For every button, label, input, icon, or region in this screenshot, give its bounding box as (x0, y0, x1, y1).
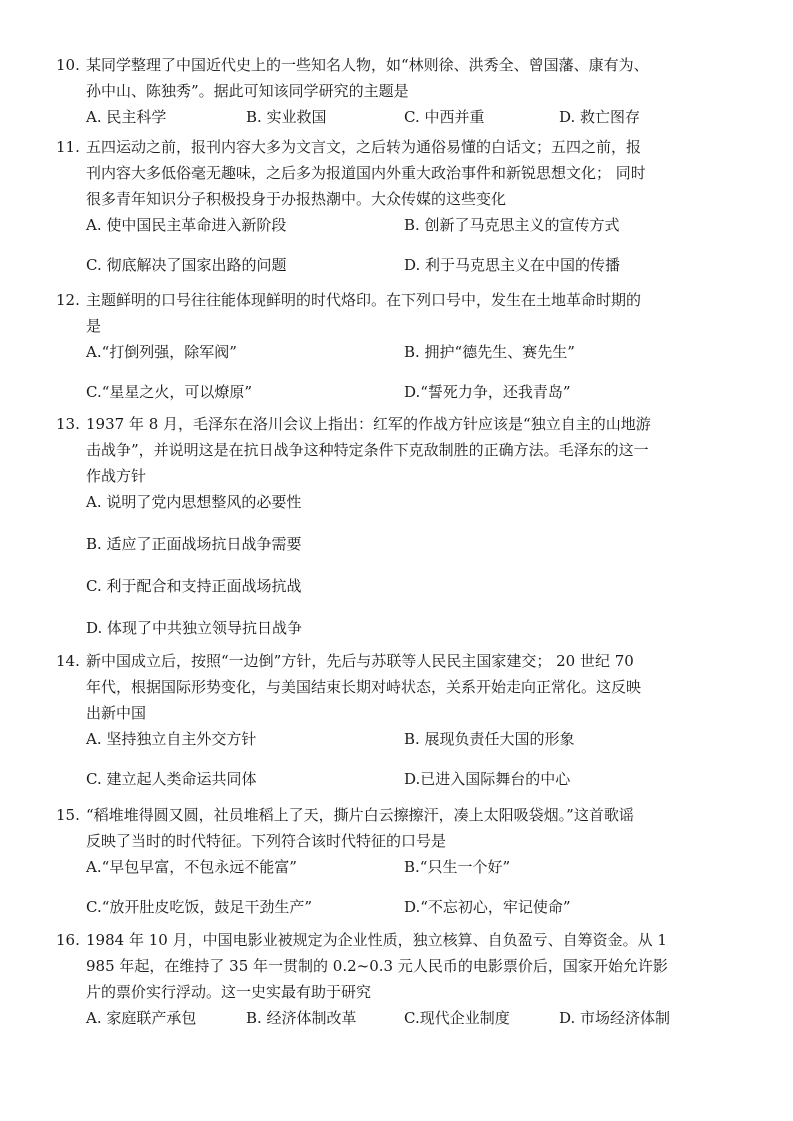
option-a[interactable]: A.“早包早富，不包永远不能富” (86, 858, 297, 876)
option-c[interactable]: C.“星星之火，可以燎原” (86, 383, 253, 401)
option-c[interactable]: C. 彻底解决了国家出路的问题 (86, 256, 287, 274)
option-b[interactable]: B.“只生一个好” (404, 858, 511, 876)
option-b[interactable]: B. 经济体制改革 (246, 1009, 357, 1027)
question-stem-line: 片的票价实行浮动。这一史实最有助于研究 (86, 983, 372, 1001)
option-d[interactable]: D.已进入国际舞台的中心 (404, 770, 571, 788)
options-row (56, 1005, 746, 1031)
options-row (56, 766, 746, 792)
question-stem-line: 16. 1984 年 10 月，中国电影业被规定为企业性质，独立核算、自负盈亏、自筹资金。从 1 (56, 927, 746, 953)
question-10 (56, 52, 746, 130)
options-row (56, 104, 746, 130)
question-stem-line: 出新中国 (86, 704, 147, 722)
question-15 (56, 802, 746, 920)
options-row (56, 573, 746, 599)
question-number: 11. (56, 138, 80, 156)
option-b[interactable]: B. 实业救国 (246, 108, 327, 126)
options-row (56, 531, 746, 557)
option-d[interactable]: D.“不忘初心，牢记使命” (404, 898, 571, 916)
option-c[interactable]: C. 中西并重 (404, 108, 485, 126)
question-stem-line: 13. 1937 年 8 月，毛泽东在洛川会议上指出：红军的作战方针应该是“独立自主的山地游 (56, 411, 746, 437)
question-stem-line: 作战方针 (86, 467, 147, 485)
question-stem-line: 孙中山、陈独秀”。据此可知该同学研究的主题是 (86, 82, 409, 100)
option-b[interactable]: B. 展现负责任大国的形象 (404, 730, 575, 748)
question-14 (56, 648, 746, 792)
option-c[interactable]: C. 建立起人类命运共同体 (86, 770, 257, 788)
option-c[interactable]: C.现代企业制度 (404, 1009, 510, 1027)
options-row (56, 379, 746, 405)
question-16 (56, 927, 746, 1031)
option-d[interactable]: D.“誓死力争，还我青岛” (404, 383, 571, 401)
question-stem-line: 14. 新中国成立后，按照“一边倒”方针，先后与苏联等人民民主国家建交； 20 世纪 70 (56, 648, 746, 674)
option-c[interactable]: C. 利于配合和支持正面战场抗战 (86, 577, 302, 595)
question-stem-line: 很多青年知识分子积极投身于办报热潮中。大众传媒的这些变化 (86, 190, 507, 208)
options-row (56, 489, 746, 515)
option-d[interactable]: D. 体现了中共独立领导抗日战争 (86, 619, 303, 637)
option-b[interactable]: B. 适应了正面战场抗日战争需要 (86, 535, 302, 553)
question-stem-line: 15. “稻堆堆得圆又圆，社员堆稻上了天，撕片白云擦擦汗，凑上太阳吸袋烟。”这首歌谣 (56, 802, 746, 828)
question-number: 12. (56, 291, 80, 309)
options-row (56, 252, 746, 278)
option-d[interactable]: D. 救亡图存 (559, 108, 641, 126)
option-a[interactable]: A. 坚持独立自主外交方针 (86, 730, 257, 748)
options-row (56, 894, 746, 920)
question-12 (56, 287, 746, 405)
question-stem-line: 985 年起，在维持了 35 年一贯制的 0.2~0.3 元人民币的电影票价后，国家开始允许影 (86, 957, 668, 975)
option-d[interactable]: D. 市场经济体制 (559, 1009, 671, 1027)
question-stem-line: 11. 五四运动之前，报刊内容大多为文言文，之后转为通俗易懂的白话文；五四之前，报 (56, 134, 746, 160)
question-stem-line: 是 (86, 317, 102, 335)
options-row (56, 854, 746, 880)
option-c[interactable]: C.“放开肚皮吃饭，鼓足干劲生产” (86, 898, 313, 916)
question-stem-line: 10. 某同学整理了中国近代史上的一些知名人物，如“林则徐、洪秀全、曾国藩、康有为、 (56, 52, 746, 78)
option-a[interactable]: A. 使中国民主革命进入新阶段 (86, 216, 287, 234)
question-stem-line: 反映了当时的时代特征。下列符合该时代特征的口号是 (86, 832, 447, 850)
option-a[interactable]: A. 民主科学 (86, 108, 167, 126)
options-row (56, 339, 746, 365)
question-number: 16. (56, 931, 80, 949)
option-a[interactable]: A.“打倒列强，除军阀” (86, 343, 237, 361)
question-11 (56, 134, 746, 278)
question-stem-line: 12. 主题鲜明的口号往往能体现鲜明的时代烙印。在下列口号中，发生在土地革命时期的 (56, 287, 746, 313)
question-stem-line: 年代，根据国际形势变化，与美国结束长期对峙状态，关系开始走向正常化。这反映 (86, 678, 642, 696)
option-a[interactable]: A. 说明了党内思想整风的必要性 (86, 493, 302, 511)
question-number: 13. (56, 415, 80, 433)
question-number: 14. (56, 652, 80, 670)
question-13 (56, 411, 746, 641)
option-d[interactable]: D. 利于马克思主义在中国的传播 (404, 256, 621, 274)
question-stem-line: 击战争”，并说明这是在抗日战争这种特定条件下克敌制胜的正确方法。毛泽东的这一 (86, 441, 649, 459)
option-b[interactable]: B. 拥护“德先生、赛先生” (404, 343, 575, 361)
option-a[interactable]: A. 家庭联产承包 (86, 1009, 197, 1027)
options-row (56, 212, 746, 238)
option-b[interactable]: B. 创新了马克思主义的宣传方式 (404, 216, 620, 234)
question-number: 10. (56, 56, 80, 74)
question-stem-line: 刊内容大多低俗毫无趣味，之后多为报道国内外重大政治事件和新锐思想文化； 同时 (86, 164, 646, 182)
options-row (56, 726, 746, 752)
options-row (56, 615, 746, 641)
question-number: 15. (56, 806, 80, 824)
